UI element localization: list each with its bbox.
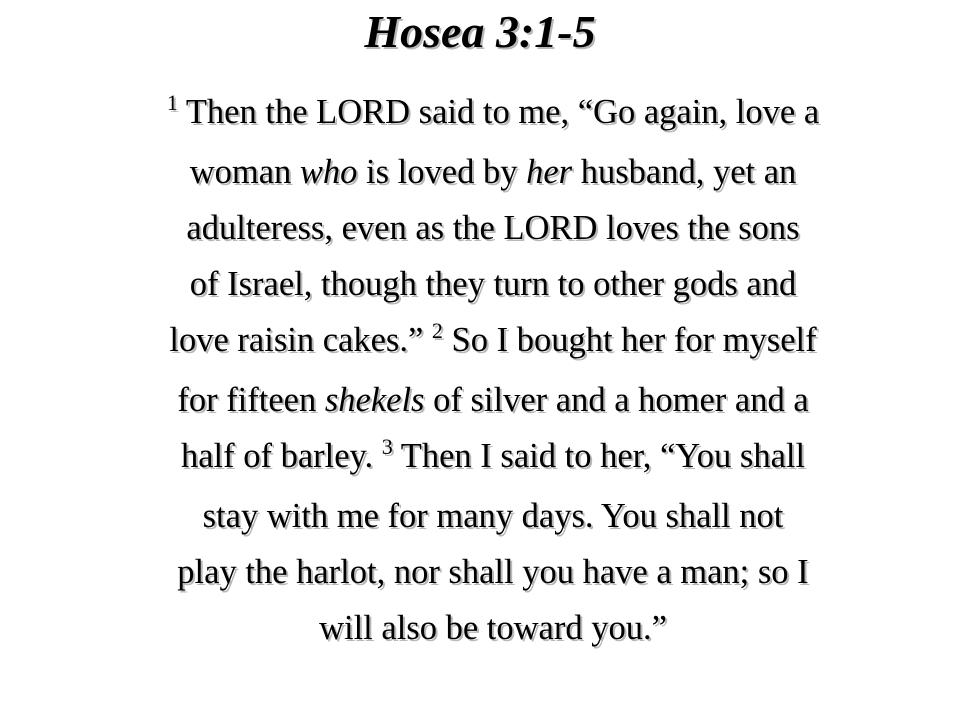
passage-text: husband, yet an [572,153,797,191]
italic-word: shekels [324,381,425,419]
passage-line [34,428,952,488]
passage-text: adulteress, even as the LORD loves the sons [186,209,800,247]
passage-line [34,144,952,200]
verse-number: 3 [381,434,393,459]
verse-number: 1 [166,90,178,115]
verse-number: 2 [431,318,443,343]
passage-text: woman [189,153,300,191]
slide-title: Hosea 3:1-5 [364,6,596,57]
passage-text: Then I said to her, “You shall [392,437,806,475]
passage-text: half of barley. [180,437,382,475]
passage-text: love raisin cakes.” [169,321,432,359]
passage-line [34,256,952,312]
passage-line [34,84,952,144]
passage-text: is loved by [357,153,527,191]
passage-text: So I bought her for myself [442,321,817,359]
passage-text: for fifteen [177,381,325,419]
passage-text: of Israel, though they turn to other gods and [189,265,797,303]
passage-line [34,544,952,600]
passage-line [34,200,952,256]
passage-text: will also be toward you.” [319,609,667,647]
passage-line [34,312,952,372]
passage-text: Then the LORD said to me, “Go again, love a [177,93,820,131]
passage-text: play the harlot, nor shall you have a man; so I [177,553,809,591]
passage-text: of silver and a homer and a [424,381,809,419]
italic-word: her [526,153,573,191]
passage-line [34,600,952,656]
passage-line [34,488,952,544]
scripture-passage [34,84,952,656]
passage-line [34,372,952,428]
passage-text: stay with me for many days. You shall not [202,497,784,535]
italic-word: who [299,153,358,191]
